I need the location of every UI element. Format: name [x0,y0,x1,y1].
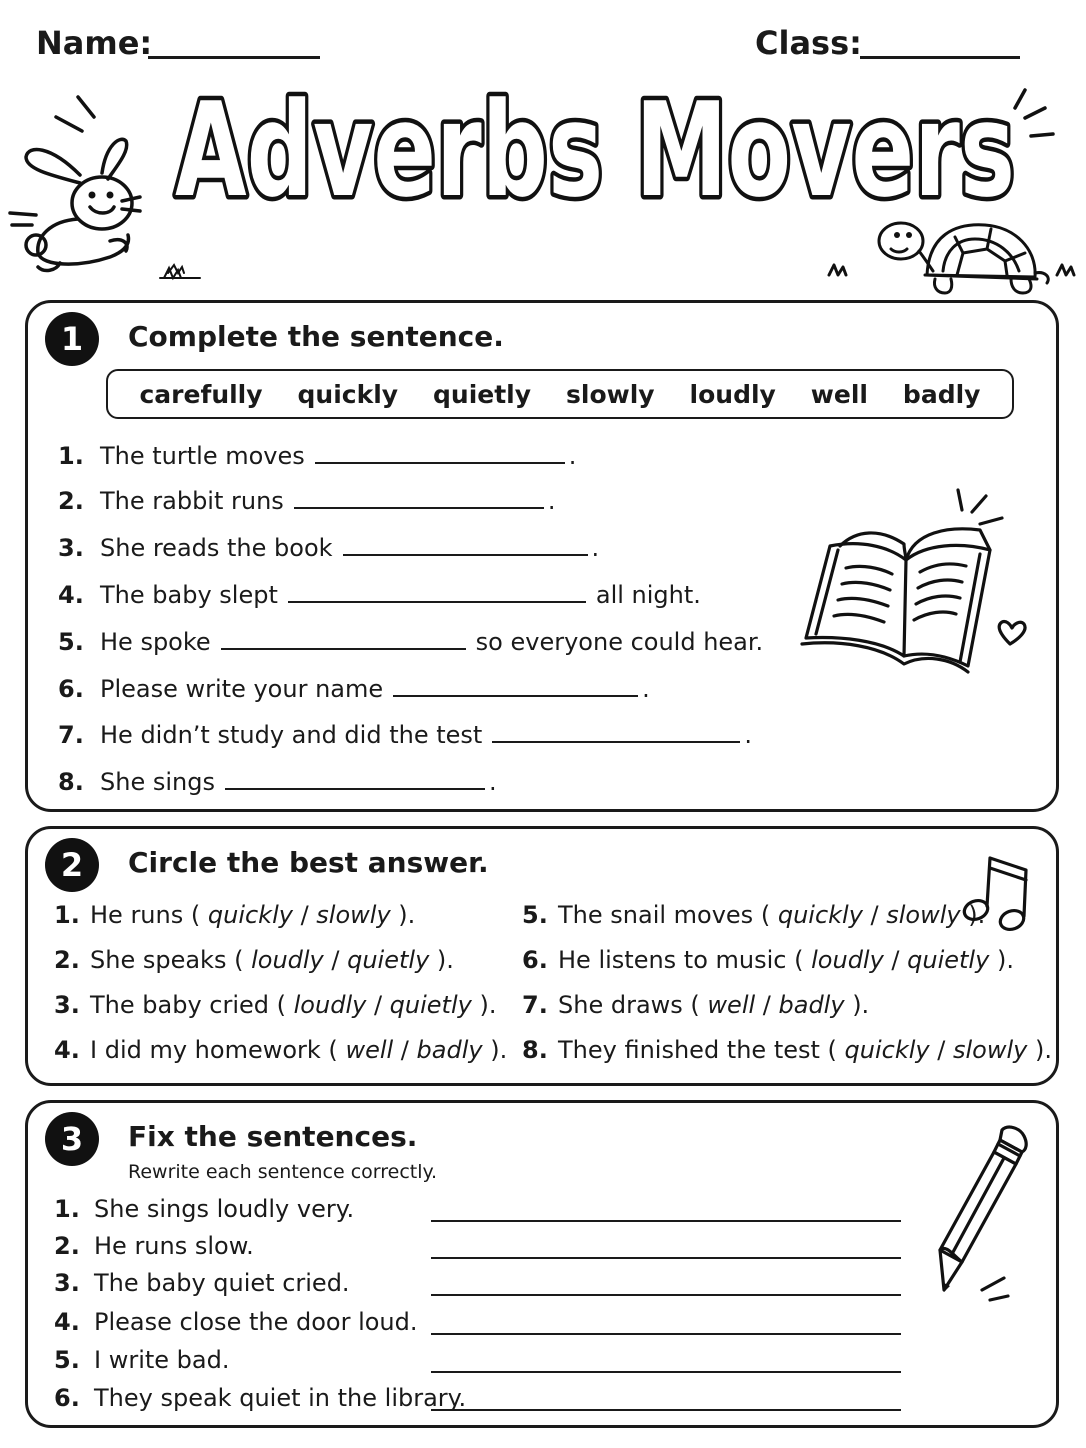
item-text: She speaks ( [90,946,244,974]
item-text-end: . [547,487,556,515]
item-number: 7. [58,721,84,749]
item-text-end: . [488,768,497,796]
item-text: She sings [100,768,215,796]
music-note-icon [960,850,1032,934]
section-heading: Circle the best answer. [128,846,489,879]
section-number-2: 2 [45,838,99,892]
item-text-end: so everyone could hear. [475,628,764,656]
rewrite-line[interactable] [431,1333,901,1335]
item-text: He didn’t study and did the test [100,721,483,749]
choice-option[interactable]: badly [778,991,845,1019]
item-number: 1. [54,1195,80,1223]
list-item [58,766,497,796]
list-item: 6. He listens to music ( loudly / quietly ). [522,946,1014,974]
word-bank-item: loudly [689,379,776,409]
item-text: I write bad. [94,1346,230,1374]
item-text-end: all night. [595,581,701,609]
item-text: The baby quiet cried. [94,1269,350,1297]
choice-option[interactable]: quietly [389,991,472,1019]
choice-option[interactable]: well [707,991,756,1019]
item-number: 6. [54,1384,80,1412]
item-number: 4. [58,581,84,609]
list-item [58,579,701,609]
item-number: 1. [58,442,84,470]
list-item [54,1195,354,1223]
item-text: I did my homework ( [90,1036,338,1064]
list-item: 5. The snail moves ( quickly / slowly ). [522,901,986,929]
answer-blank[interactable] [294,485,544,509]
item-number: 6. [522,946,548,974]
item-number: 8. [58,768,84,796]
class-field[interactable] [860,56,1020,59]
item-text: The baby cried ( [90,991,286,1019]
choice-option[interactable]: quietly [347,946,430,974]
item-text-end: ). [398,901,416,929]
item-number: 8. [522,1036,548,1064]
word-bank [106,369,1014,419]
grass-icon [160,262,210,282]
item-text: She sings loudly very. [94,1195,355,1223]
item-text: The baby slept [100,581,278,609]
item-text: The rabbit runs [100,487,284,515]
class-label: Class: [755,24,862,62]
item-text: Please close the door loud. [94,1308,418,1336]
list-item [54,1269,350,1297]
choice-option[interactable]: loudly [251,946,324,974]
pencil-icon [932,1122,1042,1297]
turtle-icon [825,215,1080,300]
item-number: 3. [54,1269,80,1297]
list-item: 2. She speaks ( loudly / quietly ). [54,946,454,974]
item-number: 3. [58,534,84,562]
word-bank-item: carefully [139,379,263,409]
item-text: They finished the test ( [558,1036,837,1064]
choice-option[interactable]: quickly [844,1036,930,1064]
list-item [54,1384,466,1412]
list-item: 4. I did my homework ( well / badly ). [54,1036,508,1064]
choice-option[interactable]: slowly [886,901,961,929]
word-bank-item: slowly [566,379,655,409]
item-text-end: . [568,442,577,470]
item-text: The turtle moves [100,442,305,470]
item-number: 2. [54,1232,80,1260]
item-number: 6. [58,675,84,703]
rewrite-line[interactable] [431,1220,901,1222]
item-number: 3. [54,991,80,1019]
answer-blank[interactable] [225,766,485,790]
word-bank-item: quickly [297,379,399,409]
choice-option[interactable]: quietly [907,946,990,974]
answer-blank[interactable] [492,719,740,743]
list-item: 1. He runs ( quickly / slowly ). [54,901,416,929]
item-text-end: ). [479,991,497,1019]
choice-option[interactable]: badly [416,1036,483,1064]
section-heading: Fix the sentences. [128,1120,418,1153]
item-text: She draws ( [558,991,700,1019]
list-item [58,532,599,562]
list-item [58,485,555,515]
word-bank-item: quietly [433,379,532,409]
answer-blank[interactable] [393,673,638,697]
item-text-end: ). [436,946,454,974]
name-label: Name: [36,24,153,62]
item-text: He listens to music ( [558,946,804,974]
item-text-end: . [642,675,650,703]
sparkle-icon [1005,88,1065,148]
choice-option[interactable]: quickly [777,901,863,929]
rewrite-line[interactable] [431,1257,901,1259]
section-number-1: 1 [45,312,99,366]
word-bank-item: badly [902,379,981,409]
rewrite-line[interactable] [431,1409,901,1411]
page-title [160,70,1030,230]
section-number-3: 3 [45,1112,99,1166]
rabbit-icon [10,95,170,285]
item-text: He runs slow. [94,1232,254,1260]
item-text: She reads the book [100,534,333,562]
choice-option[interactable]: loudly [293,991,367,1019]
book-icon [800,488,1040,678]
list-item: 8. They finished the test ( quickly / slowly ). [522,1036,1052,1064]
section-subheading: Rewrite each sentence correctly. [128,1161,438,1183]
item-text: Please write your name [100,675,384,703]
item-text-end: ). [1034,1036,1052,1064]
section-fix-sentences [25,1100,1059,1428]
name-field[interactable] [148,56,320,59]
item-text-end: ). [968,901,986,929]
item-number: 7. [522,991,548,1019]
answer-blank[interactable] [221,626,466,650]
list-item: 7. She draws ( well / badly ). [522,991,870,1019]
item-number: 5. [58,628,84,656]
list-item [58,673,650,703]
list-item [58,719,752,749]
choice-option[interactable]: slowly [952,1036,1028,1064]
choice-option[interactable]: loudly [811,946,884,974]
item-text-end: ). [490,1036,508,1064]
word-bank-item: well [810,379,868,409]
choice-option[interactable]: quickly [207,901,293,929]
section-heading: Complete the sentence. [128,320,504,353]
item-number: 4. [54,1308,80,1336]
item-number: 1. [54,901,80,929]
answer-blank[interactable] [343,532,588,556]
item-text-end: ). [852,991,870,1019]
list-item [58,626,763,656]
item-number: 4. [54,1036,80,1064]
choice-option[interactable]: well [345,1036,394,1064]
choice-option[interactable]: slowly [316,901,391,929]
rewrite-line[interactable] [431,1294,901,1296]
item-number: 2. [58,487,84,515]
list-item [54,1232,254,1260]
section-circle-answer [25,826,1059,1086]
item-text: He runs ( [90,901,201,929]
item-text-end: . [744,721,752,749]
list-item: 3. The baby cried ( loudly / quietly ). [54,991,497,1019]
item-text-end: . [591,534,600,562]
item-number: 5. [522,901,548,929]
list-item [58,440,576,470]
item-text: The snail moves ( [558,901,771,929]
answer-blank[interactable] [315,440,565,464]
answer-blank[interactable] [288,579,586,603]
rewrite-line[interactable] [431,1371,901,1373]
item-number: 5. [54,1346,80,1374]
list-item [54,1308,418,1336]
item-text-end: ). [996,946,1014,974]
title-text: Adverbs Movers [175,74,1015,226]
item-text: He spoke [100,628,211,656]
item-number: 2. [54,946,80,974]
item-text: They speak quiet in the library. [94,1384,467,1412]
list-item [54,1346,229,1374]
